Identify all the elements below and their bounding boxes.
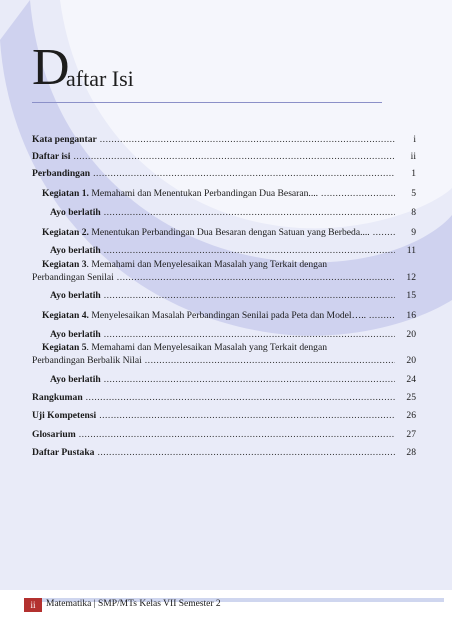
toc-entry-label: Kata pengantar: [32, 134, 97, 145]
toc-dot-leader: [104, 245, 395, 256]
toc-entry[interactable]: [32, 168, 416, 179]
toc-entry[interactable]: [32, 227, 416, 238]
toc-entry[interactable]: [32, 342, 416, 366]
toc-entry[interactable]: [32, 374, 416, 385]
toc-page-number: 26: [406, 410, 416, 422]
toc-entry-label: Ayo berlatih: [50, 328, 101, 340]
footer-text: Matematika | SMP/MTs Kelas VII Semester 2: [46, 599, 221, 609]
toc-entry-text: . Memahami dan Menyelesaikan Masalah yang Terkait dengan: [86, 342, 328, 354]
toc-dot-leader: [97, 447, 395, 458]
toc-entry-label: [42, 259, 327, 270]
toc-page-number: 25: [406, 391, 416, 403]
toc-entry-text: Memahami dan Menentukan Perbandingan Dua Besaran....: [91, 188, 319, 200]
toc-dot-leader: [117, 272, 395, 283]
toc-entry[interactable]: [32, 410, 416, 421]
toc-dot-leader: [93, 168, 395, 179]
toc-page-number: 12: [406, 271, 416, 283]
toc-dot-leader: [369, 310, 395, 321]
toc-dot-leader: [100, 134, 395, 145]
footer-page-number: ii: [24, 598, 42, 612]
toc-page-number: 16: [406, 310, 416, 322]
toc-entry-label: Ayo berlatih: [50, 290, 101, 302]
toc-entry-label: Glosarium: [32, 428, 76, 440]
toc-dot-leader: [73, 151, 395, 162]
toc-entry-text: Menyelesaikan Masalah Perbandingan Senilai pada Peta dan Model…..: [91, 310, 366, 322]
title-rest: aftar Isi: [66, 66, 134, 91]
toc-entry[interactable]: [32, 447, 416, 458]
toc-entry[interactable]: [32, 134, 416, 145]
toc-dot-leader: [104, 374, 395, 385]
toc-entry-label: [42, 310, 366, 321]
toc-entry[interactable]: [32, 310, 416, 321]
toc-entry-label: [42, 227, 370, 238]
toc-page-number: 9: [411, 226, 416, 238]
toc-entry-text: . Memahami dan Menyelesaikan Masalah yang Terkait dengan: [86, 258, 328, 270]
toc-entry-prefix: Kegiatan 3: [42, 258, 87, 270]
toc-page-number: 15: [406, 290, 416, 302]
toc-page-number: 11: [406, 245, 416, 257]
toc-dot-leader: [99, 410, 395, 421]
page-title: [32, 38, 382, 103]
toc-dot-leader: [104, 329, 395, 340]
toc-entry[interactable]: [32, 392, 416, 403]
toc-dot-leader: [104, 207, 395, 218]
toc-entry-text-continued: Perbandingan Berbalik Nilai: [32, 355, 142, 367]
toc-dot-leader: [104, 290, 395, 301]
toc-entry-label: Daftar isi: [32, 151, 71, 163]
toc-dot-leader: [145, 355, 395, 366]
toc-entry-label: Ayo berlatih: [50, 373, 101, 385]
toc-page-number: 20: [406, 328, 416, 340]
toc-entry-label: Rangkuman: [32, 391, 83, 403]
toc-entry[interactable]: [32, 188, 416, 199]
toc-entry[interactable]: [32, 151, 416, 162]
toc-entry-label: [42, 342, 327, 353]
toc-page-number: 27: [406, 428, 416, 440]
toc-entry[interactable]: [32, 207, 416, 218]
toc-entry-label: Ayo berlatih: [50, 245, 101, 257]
toc-entry-prefix: Kegiatan 1.: [42, 188, 89, 200]
toc-page-number: 20: [406, 355, 416, 367]
toc-dot-leader: [373, 227, 395, 238]
toc-page-number: i: [413, 134, 416, 145]
toc-entry-label: Perbandingan: [32, 168, 91, 180]
toc-entry-label: Uji Kompetensi: [32, 410, 97, 422]
toc-page-number: 28: [406, 447, 416, 459]
toc-page-number: ii: [410, 151, 416, 163]
toc-entry-label: [42, 188, 318, 199]
toc-entry-prefix: Kegiatan 4.: [42, 310, 89, 322]
toc-page-number: 5: [411, 188, 416, 200]
toc-entry[interactable]: [32, 329, 416, 340]
toc-entry-prefix: Kegiatan 5: [42, 342, 87, 354]
toc-entry[interactable]: [32, 259, 416, 283]
title-initial: D: [32, 39, 70, 96]
toc-entry-text: Menentukan Perbandingan Dua Besaran dengan Satuan yang Berbeda....: [91, 226, 370, 238]
toc-entry[interactable]: [32, 290, 416, 301]
toc-entry-text-continued: Perbandingan Senilai: [32, 271, 114, 283]
toc-page-number: 1: [411, 168, 416, 180]
toc-entry-label: Daftar Pustaka: [32, 447, 95, 459]
toc-dot-leader: [321, 188, 395, 199]
toc-dot-leader: [79, 429, 395, 440]
toc-entry[interactable]: [32, 429, 416, 440]
toc-dot-leader: [86, 392, 395, 403]
toc-page-number: 24: [406, 373, 416, 385]
table-of-contents: [32, 134, 416, 458]
toc-page-number: 8: [411, 206, 416, 218]
toc-entry-prefix: Kegiatan 2.: [42, 226, 89, 238]
toc-entry-label: Ayo berlatih: [50, 206, 101, 218]
toc-entry[interactable]: [32, 245, 416, 256]
